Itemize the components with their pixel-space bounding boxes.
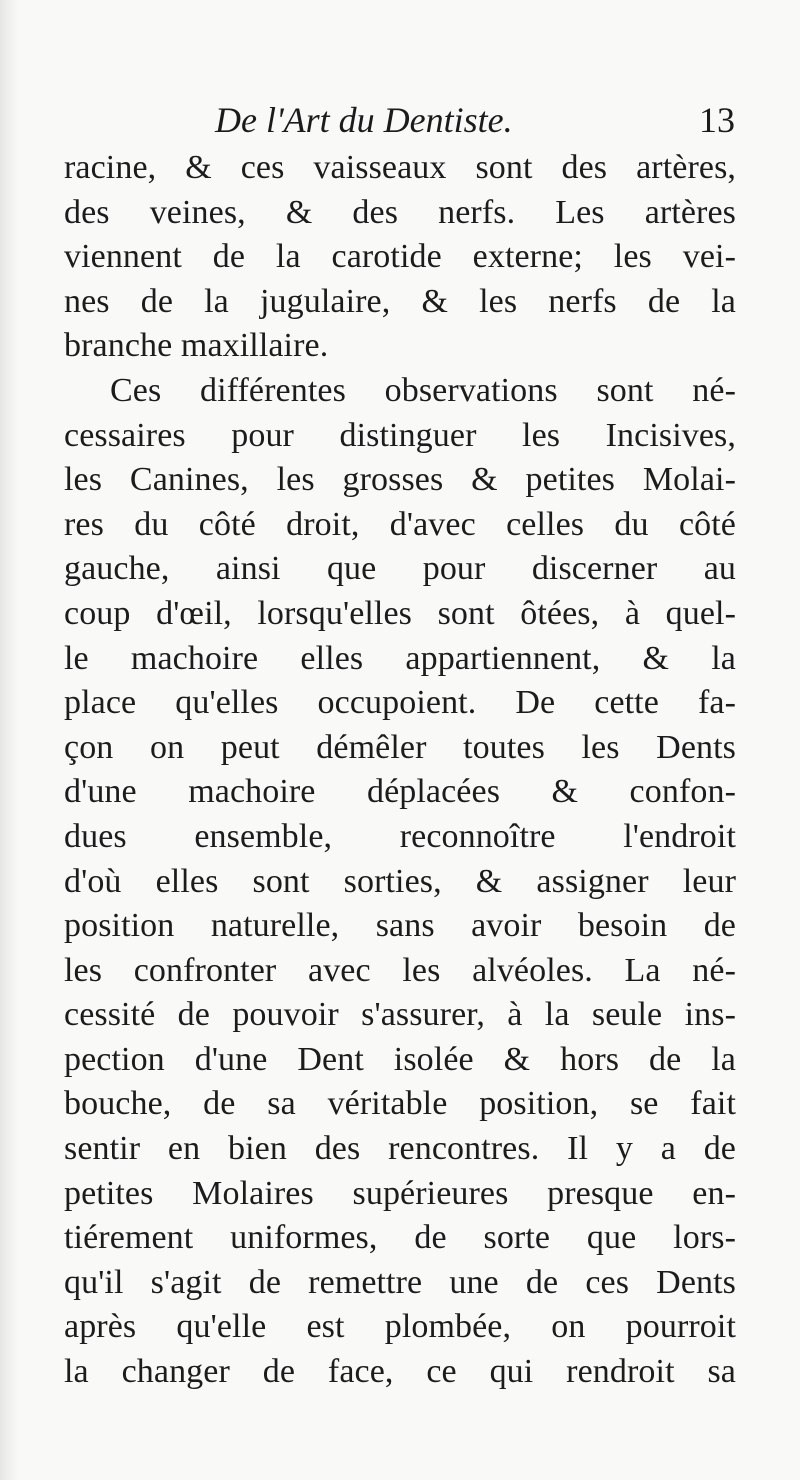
text-line: place qu'elles occupoient. De cette fa- — [64, 684, 736, 722]
text-line: les confronter avec les alvéoles. La né- — [64, 951, 736, 989]
text-line: nes de la jugulaire, & les nerfs de la — [64, 282, 736, 320]
text-line: viennent de la carotide externe; les vei- — [64, 238, 736, 276]
page-header — [215, 98, 735, 146]
text-line: tiérement uniformes, de sorte que lors- — [64, 1219, 736, 1257]
text-line: qu'il s'agit de remettre une de ces Dents — [64, 1263, 736, 1301]
text-line: position naturelle, sans avoir besoin de — [64, 907, 736, 945]
text-line: cessaires pour distinguer les Incisives, — [64, 416, 736, 454]
text-line: des veines, & des nerfs. Les artères — [64, 193, 736, 231]
text-line: res du côté droit, d'avec celles du côté — [64, 505, 736, 543]
text-line: gauche, ainsi que pour discerner au — [64, 550, 736, 588]
text-line: le machoire elles appartiennent, & la — [64, 639, 736, 677]
text-line: Ces différentes observations sont né- — [110, 371, 736, 409]
text-line: d'où elles sont sorties, & assigner leur — [64, 862, 736, 900]
text-line: bouche, de sa véritable position, se fait — [64, 1085, 736, 1123]
text-line: coup d'œil, lorsqu'elles sont ôtées, à quel- — [64, 594, 736, 632]
text-line: çon on peut démêler toutes les Dents — [64, 728, 736, 766]
text-line: racine, & ces vaisseaux sont des artères, — [64, 149, 736, 186]
text-line: dues ensemble, reconnoître l'endroit — [64, 817, 736, 855]
text-line: les Canines, les grosses & petites Molai- — [64, 461, 736, 499]
running-title: De l'Art du Dentiste. — [215, 100, 513, 140]
text-line: branche maxillaire. — [64, 327, 329, 365]
text-line: après qu'elle est plombée, on pourroit — [64, 1308, 736, 1346]
text-line: sentir en bien des rencontres. Il y a de — [64, 1130, 736, 1168]
page-edge-shadow — [0, 0, 18, 1480]
text-line: cessité de pouvoir s'assurer, à la seule ins- — [64, 996, 736, 1034]
text-line: petites Molaires supérieures presque en- — [64, 1174, 736, 1212]
body-text — [64, 146, 736, 1395]
text-line: pection d'une Dent isolée & hors de la — [64, 1040, 736, 1078]
text-line: d'une machoire déplacées & confon- — [64, 773, 736, 811]
page-number: 13 — [699, 100, 735, 140]
text-line: la changer de face, ce qui rendroit sa — [64, 1353, 736, 1391]
